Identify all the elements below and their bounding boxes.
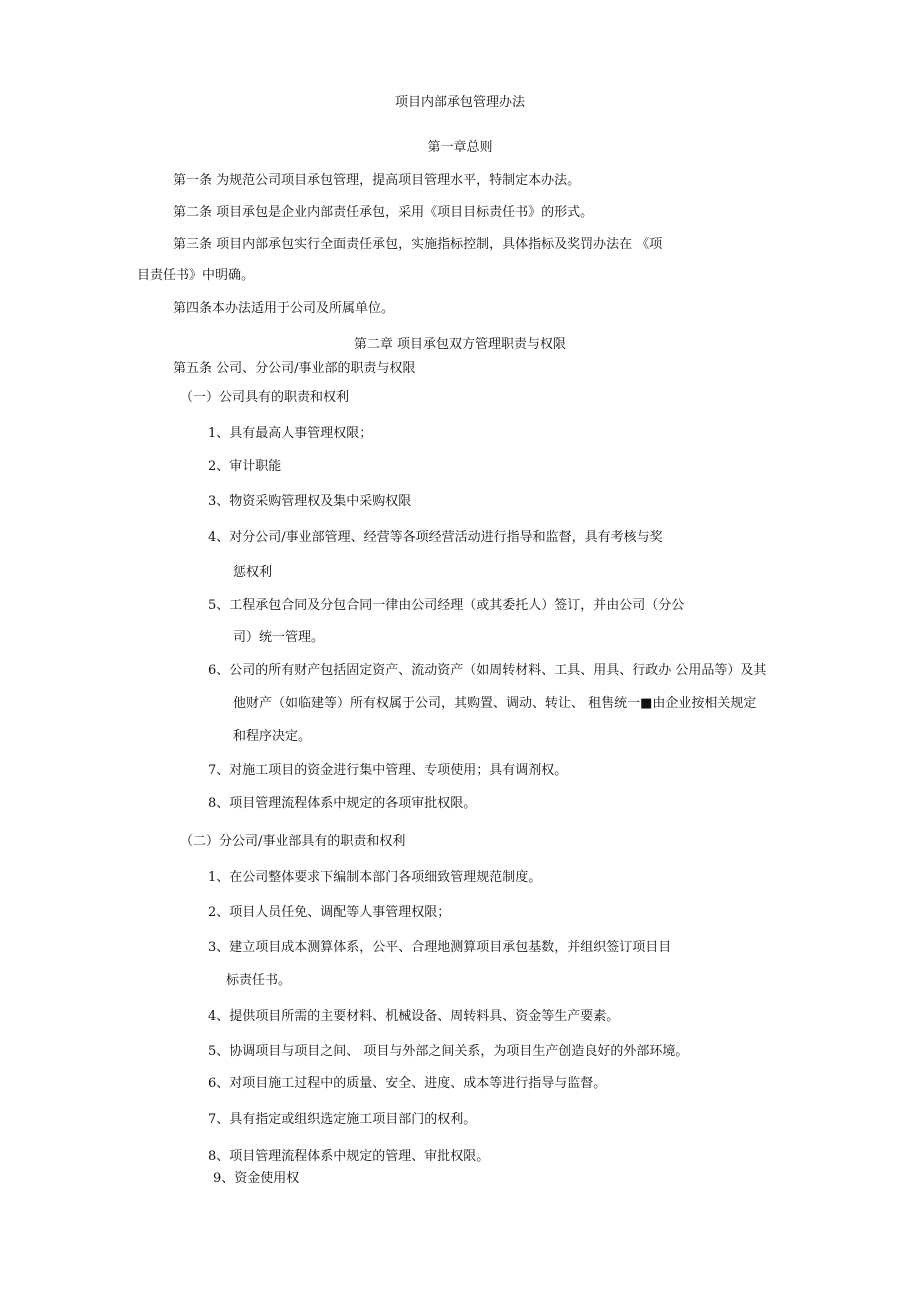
section-1-item-3: 3、物资采购管理权及集中采购权限 [208, 494, 412, 509]
section-2-item-6: 6、对项目施工过程中的质量、安全、进度、成本等进行指导与监督。 [208, 1076, 607, 1091]
section-1-item-1: 1、具有最高人事管理权限； [208, 426, 373, 441]
article-5: 第五条 公司、分公司/事业部的职责与权限 [173, 361, 416, 376]
section-1-item-5-line-2: 司）统一管理。 [233, 630, 325, 645]
article-4: 第四条本办法适用于公司及所属单位。 [173, 301, 395, 316]
article-2: 第二条 项目承包是企业内部责任承包，采用《项目目标责任书》的形式。 [173, 205, 594, 220]
section-2-item-3-line-1: 3、建立项目成本测算体系，公平、合理地测算项目承包基数，并组织签订项目目 [208, 940, 672, 955]
section-2-item-2: 2、项目人员任免、调配等人事管理权限； [208, 905, 451, 920]
section-1-item-2: 2、审计职能 [208, 459, 282, 474]
section-1-item-7: 7、对施工项目的资金进行集中管理、专项使用；具有调剂权。 [208, 763, 568, 778]
document-title: 项目内部承包管理办法 [394, 95, 525, 110]
article-3-line-1: 第三条 项目内部承包实行全面责任承包，实施指标控制，具体指标及奖罚办法在 《项 [173, 237, 663, 252]
section-2-heading: （二）分公司/事业部具有的职责和权利 [180, 834, 406, 849]
section-2-item-3-line-2: 标责任书。 [226, 973, 292, 988]
section-2-item-9: 9、资金使用权 [213, 1171, 300, 1186]
section-2-item-5: 5、协调项目与项目之间、 项目与外部之间关系，为项目生产创造良好的外部环境。 [208, 1044, 689, 1059]
section-1-item-4-line-1: 4、对分公司/事业部管理、经营等各项经营活动进行指导和监督，具有考核与奖 [208, 530, 663, 545]
section-2-item-7: 7、具有指定或组织选定施工项目部门的权利。 [208, 1112, 477, 1127]
section-1-item-4-line-2: 惩权利 [233, 565, 273, 580]
article-3-line-2: 目责任书》中明确。 [137, 268, 255, 283]
section-1-item-5-line-1: 5、工程承包合同及分包合同一律由公司经理（或其委托人）签订，并由公司（分公 [208, 598, 685, 613]
section-2-item-1: 1、在公司整体要求下编制本部门各项细致管理规范制度。 [208, 870, 542, 885]
section-2-item-8: 8、项目管理流程体系中规定的管理、审批权限。 [208, 1149, 490, 1164]
article-1: 第一条 为规范公司项目承包管理，提高项目管理水平，特制定本办法。 [173, 173, 581, 188]
section-1-item-8: 8、项目管理流程体系中规定的各项审批权限。 [208, 796, 477, 811]
chapter-1-heading: 第一章总则 [427, 140, 493, 155]
section-1-item-6-line-2: 他财产（如临建等）所有权属于公司，其购置、调动、转让、 租售统一■由企业按相关规定 [233, 696, 757, 711]
section-2-item-4: 4、提供项目所需的主要材料、机械设备、周转料具、资金等生产要素。 [208, 1009, 620, 1024]
chapter-2-heading: 第二章 项目承包双方管理职责与权限 [353, 337, 567, 352]
section-1-item-6-line-3: 和程序决定。 [233, 729, 312, 744]
section-1-item-6-line-1: 6、公司的所有财产包括固定资产、流动资产（如周转材料、工具、用具、行政办 公用品等）及其 [208, 663, 767, 678]
section-1-heading: （一）公司具有的职责和权利 [180, 390, 350, 405]
